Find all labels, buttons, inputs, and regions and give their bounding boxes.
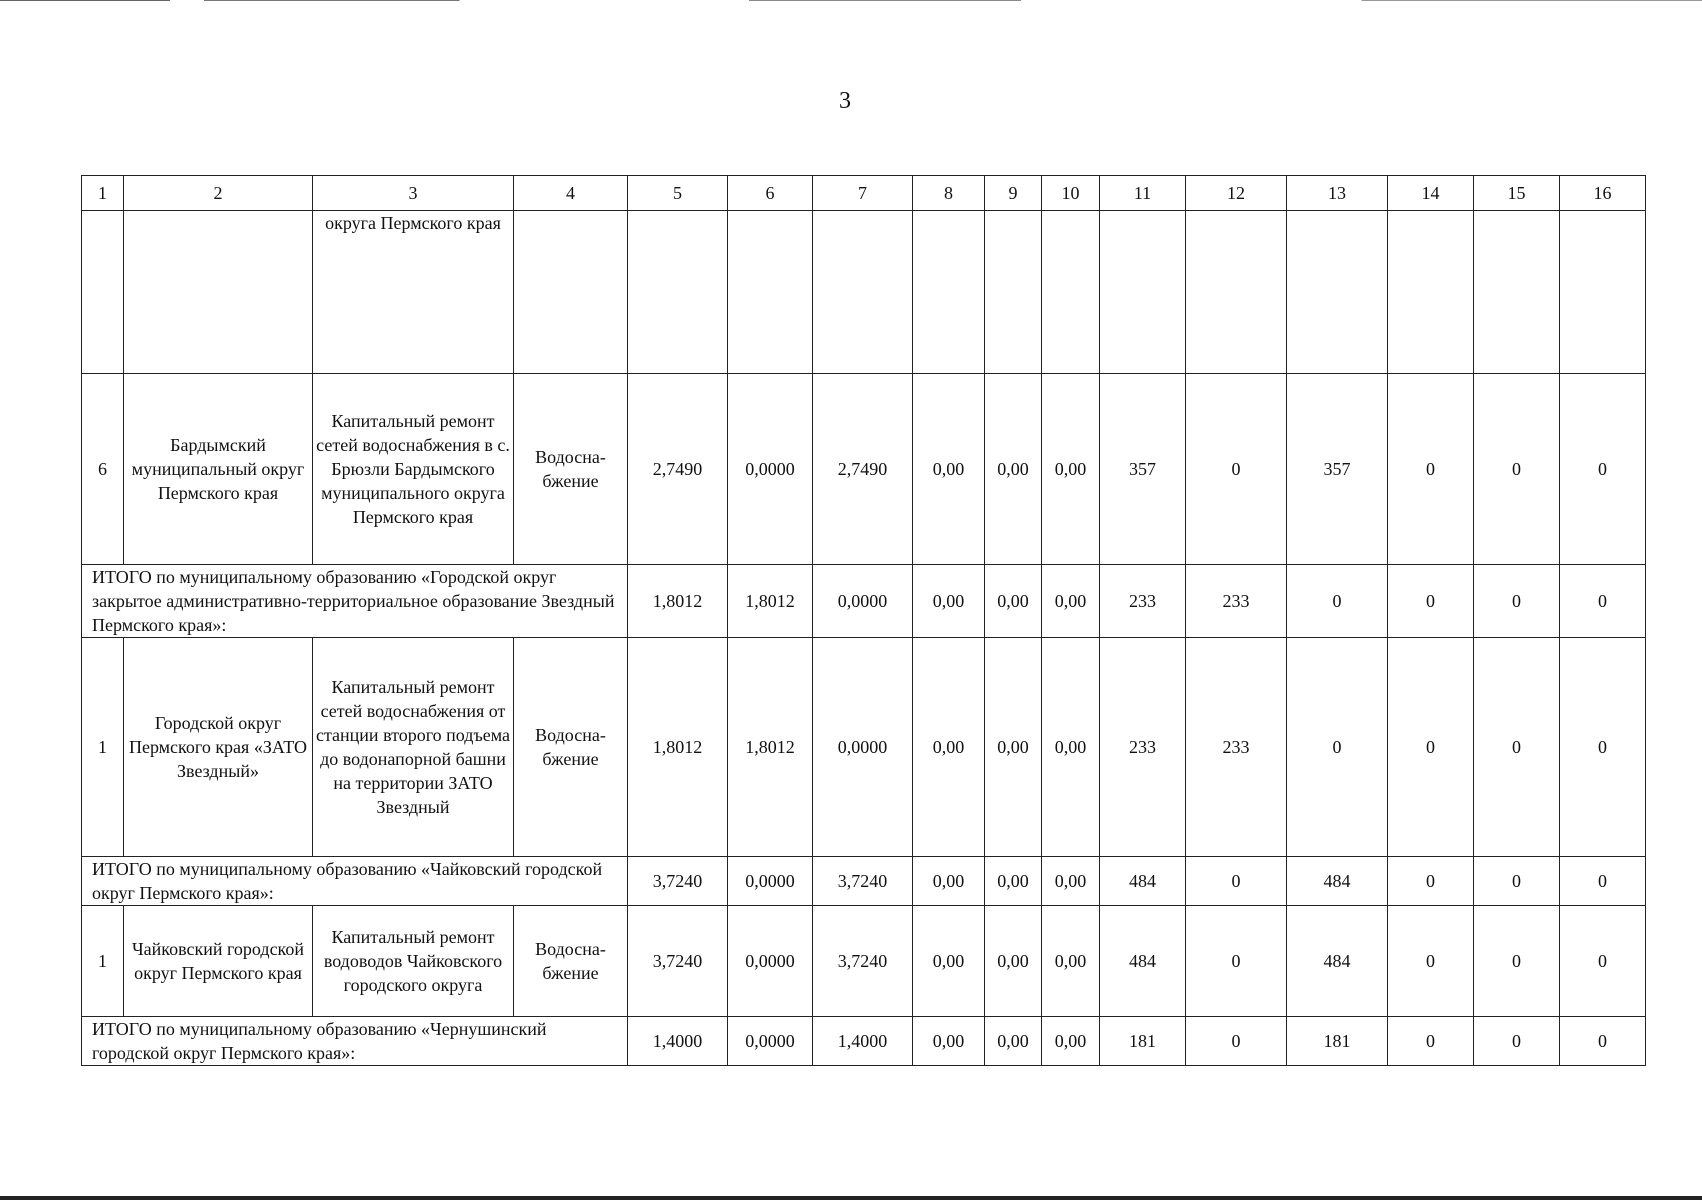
value-cell: 0,00 [985,857,1042,906]
col-header: 9 [985,176,1042,211]
value-cell: 0 [1474,565,1560,638]
value-cell: 0,00 [1042,906,1100,1017]
value-cell [728,211,813,374]
value-cell: 0,00 [985,374,1042,565]
type-cell: Водосна- бжение [514,638,628,857]
value-cell [913,211,985,374]
value-cell: 0 [1560,857,1646,906]
value-cell: 181 [1100,1017,1186,1066]
scan-edge-top [0,0,1702,1]
column-number-row [82,176,1646,211]
table-row-zvezdny [82,638,1646,857]
value-cell: 484 [1287,857,1388,906]
value-cell [628,211,728,374]
col-header: 5 [628,176,728,211]
value-cell: 0 [1388,374,1474,565]
value-cell [1560,211,1646,374]
value-cell: 0,00 [1042,1017,1100,1066]
value-cell: 0 [1186,374,1287,565]
type-cell: Водосна- бжение [514,374,628,565]
value-cell: 0,00 [1042,374,1100,565]
value-cell: 0,00 [1042,857,1100,906]
budget-table [81,175,1646,1066]
value-cell: 1,8012 [628,638,728,857]
value-cell: 0 [1388,565,1474,638]
municipality-cell: Бардымский муниципальный округ Пермского края [124,374,313,565]
value-cell: 233 [1186,638,1287,857]
value-cell: 0 [1474,857,1560,906]
value-cell: 0,0000 [728,906,813,1017]
value-cell [1287,211,1388,374]
type-cell [514,211,628,374]
col-header: 1 [82,176,124,211]
value-cell: 0,00 [913,857,985,906]
municipality-cell [124,211,313,374]
value-cell: 233 [1186,565,1287,638]
row-number: 1 [82,638,124,857]
value-cell: 1,4000 [628,1017,728,1066]
col-header: 14 [1388,176,1474,211]
value-cell: 0 [1388,1017,1474,1066]
value-cell: 0,00 [913,1017,985,1066]
total-row-chaikovsky [82,857,1646,906]
value-cell [1388,211,1474,374]
value-cell: 1,4000 [813,1017,913,1066]
value-cell: 0 [1388,638,1474,857]
value-cell: 1,8012 [728,638,813,857]
value-cell: 0 [1560,638,1646,857]
total-label: ИТОГО по муниципальному образованию «Городской округ закрытое административно-территориальное образование Звездный Пермского края»: [82,565,628,638]
value-cell [1042,211,1100,374]
table-row-continuation [82,211,1646,374]
value-cell: 0,00 [985,1017,1042,1066]
total-row-chernushka [82,1017,1646,1066]
value-cell: 0 [1287,638,1388,857]
total-label: ИТОГО по муниципальному образованию «Чернушинский городской округ Пермского края»: [82,1017,628,1066]
value-cell: 181 [1287,1017,1388,1066]
value-cell [1474,211,1560,374]
col-header: 12 [1186,176,1287,211]
value-cell: 3,7240 [813,857,913,906]
value-cell: 0,0000 [813,565,913,638]
value-cell: 0,0000 [728,857,813,906]
row-number [82,211,124,374]
value-cell: 357 [1287,374,1388,565]
col-header: 6 [728,176,813,211]
value-cell: 0,00 [913,374,985,565]
value-cell: 2,7490 [813,374,913,565]
value-cell: 0,00 [913,906,985,1017]
value-cell: 484 [1100,857,1186,906]
object-cell: Капитальный ремонт сетей водоснабжения в с. Брюзли Бардымского муниципального округа Пермского края [313,374,514,565]
value-cell [1100,211,1186,374]
table-row-bardym [82,374,1646,565]
col-header: 2 [124,176,313,211]
table-row-chaikovsky [82,906,1646,1017]
value-cell: 0 [1560,565,1646,638]
value-cell: 0 [1560,374,1646,565]
value-cell [985,211,1042,374]
value-cell: 0 [1186,906,1287,1017]
type-cell: Водосна- бжение [514,906,628,1017]
col-header: 13 [1287,176,1388,211]
col-header: 4 [514,176,628,211]
municipality-cell: Чайковский городской округ Пермского края [124,906,313,1017]
value-cell: 0 [1474,374,1560,565]
total-row-zvezdny [82,565,1646,638]
value-cell: 0 [1287,565,1388,638]
value-cell: 0 [1560,906,1646,1017]
value-cell: 0,00 [1042,638,1100,857]
value-cell: 0 [1474,638,1560,857]
value-cell: 0 [1560,1017,1646,1066]
value-cell: 0 [1186,857,1287,906]
scan-edge-bottom [0,1196,1702,1200]
row-number: 6 [82,374,124,565]
value-cell: 0 [1474,906,1560,1017]
value-cell: 0,00 [985,565,1042,638]
col-header: 7 [813,176,913,211]
value-cell: 0,0000 [813,638,913,857]
col-header: 11 [1100,176,1186,211]
object-cell: Капитальный ремонт водоводов Чайковского городского округа [313,906,514,1017]
value-cell [1186,211,1287,374]
value-cell: 0,00 [913,565,985,638]
col-header: 10 [1042,176,1100,211]
col-header: 16 [1560,176,1646,211]
value-cell: 2,7490 [628,374,728,565]
value-cell: 0 [1186,1017,1287,1066]
value-cell: 0,0000 [728,1017,813,1066]
row-number: 1 [82,906,124,1017]
col-header: 8 [913,176,985,211]
value-cell: 0,00 [985,638,1042,857]
value-cell: 233 [1100,565,1186,638]
value-cell: 3,7240 [628,906,728,1017]
page-number: 3 [839,88,851,114]
value-cell: 0 [1388,906,1474,1017]
object-cell: Капитальный ремонт сетей водоснабжения от станции второго подъема до водонапорной башни на территории ЗАТО Звездный [313,638,514,857]
total-label: ИТОГО по муниципальному образованию «Чайковский городской округ Пермского края»: [82,857,628,906]
value-cell: 0,00 [913,638,985,857]
value-cell: 0,0000 [728,374,813,565]
object-cell: округа Пермского края [313,211,514,374]
value-cell: 3,7240 [813,906,913,1017]
value-cell: 1,8012 [628,565,728,638]
municipality-cell: Городской округ Пермского края «ЗАТО Звездный» [124,638,313,857]
col-header: 15 [1474,176,1560,211]
value-cell: 0 [1388,857,1474,906]
value-cell: 3,7240 [628,857,728,906]
value-cell: 0,00 [1042,565,1100,638]
value-cell [813,211,913,374]
value-cell: 233 [1100,638,1186,857]
value-cell: 357 [1100,374,1186,565]
value-cell: 484 [1287,906,1388,1017]
value-cell: 484 [1100,906,1186,1017]
value-cell: 1,8012 [728,565,813,638]
value-cell: 0,00 [985,906,1042,1017]
col-header: 3 [313,176,514,211]
value-cell: 0 [1474,1017,1560,1066]
